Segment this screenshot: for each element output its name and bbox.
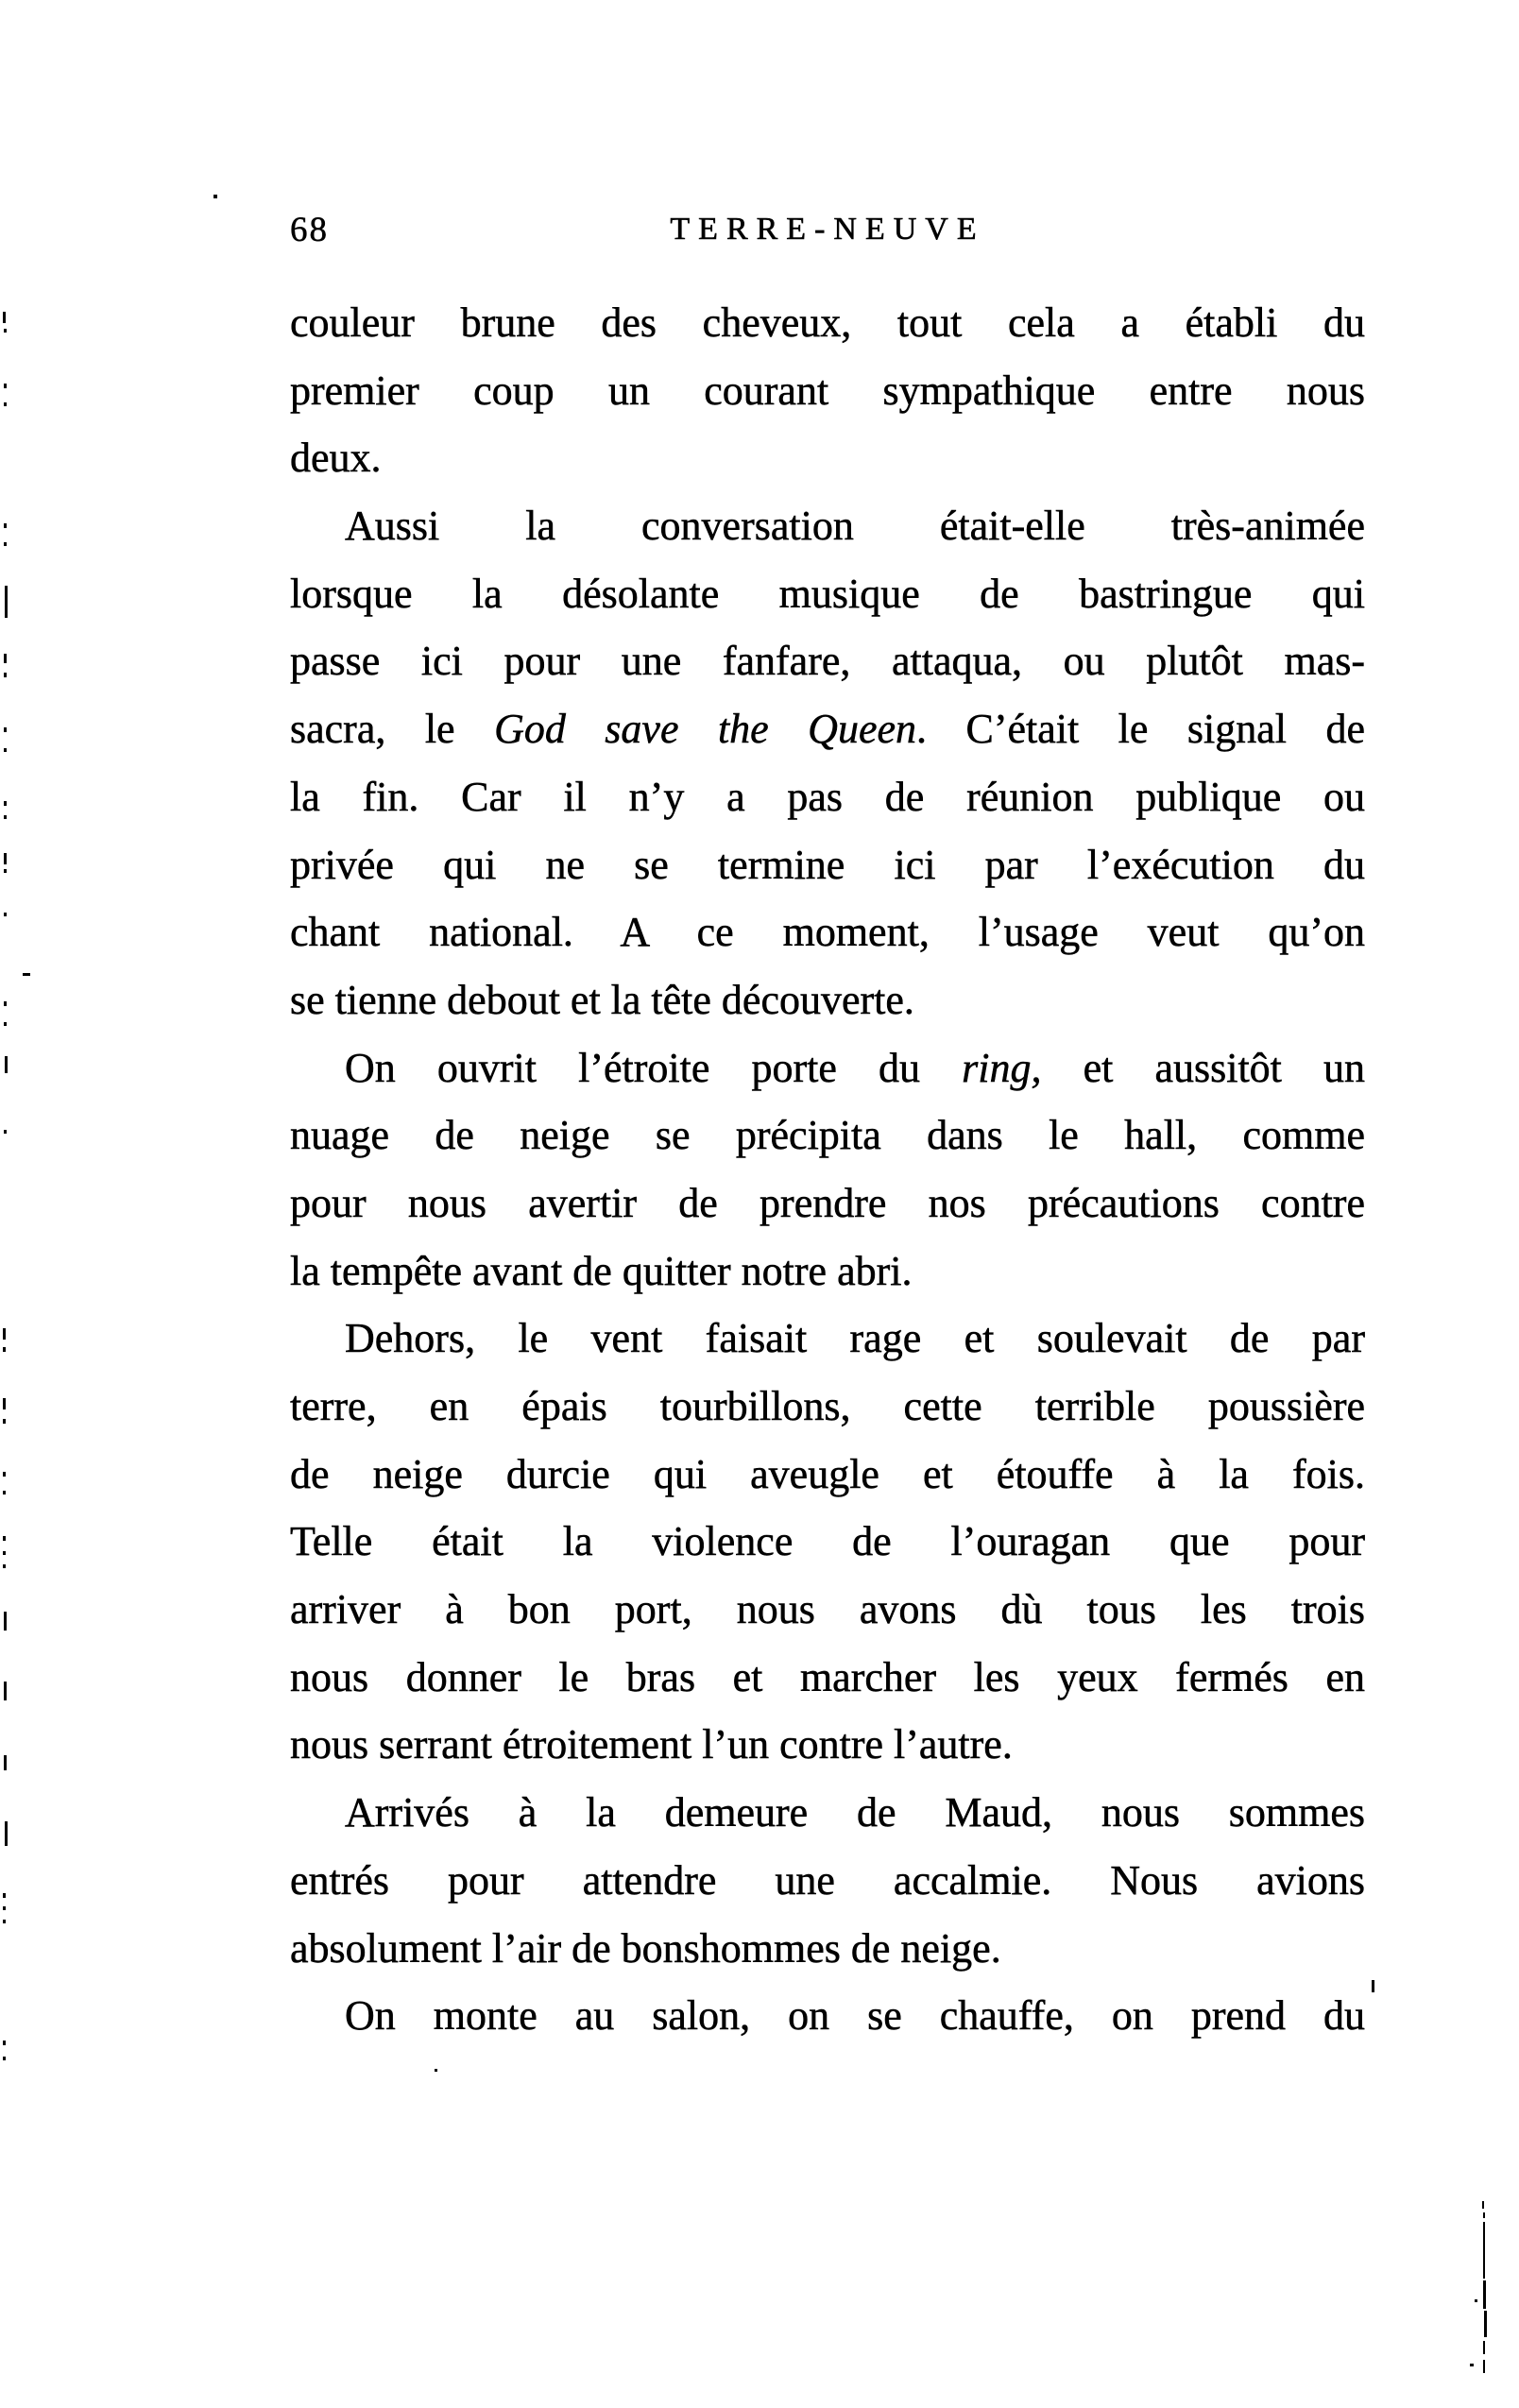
scan-artifact	[3, 1906, 6, 1910]
text-line	[290, 695, 1365, 763]
text-line	[290, 424, 1365, 492]
text-segment: nous donner le bras et marcher les yeux fermés en	[290, 1653, 1365, 1700]
text-segment: privée qui ne se termine ici par l’exécution du	[290, 841, 1365, 888]
scan-artifact	[1475, 2299, 1477, 2302]
text-segment: On ouvrit l’étroite porte du	[345, 1044, 963, 1091]
text-segment: Aussi la conversation était-elle très-animée	[345, 503, 1365, 550]
text-segment: lorsque la désolante musique de bastringue qui	[290, 570, 1365, 617]
scan-artifact	[3, 1551, 6, 1555]
text-segment: deux.	[290, 435, 382, 482]
text-line	[290, 289, 1365, 357]
text-line	[290, 1305, 1365, 1373]
text-line	[290, 898, 1365, 966]
text-segment: la tempête avant de quitter notre abri.	[290, 1247, 913, 1294]
scan-artifact	[4, 801, 7, 806]
text-segment: absolument l’air de bonshommes de neige.	[290, 1924, 1001, 1972]
scan-artifact	[1484, 2311, 1487, 2337]
page-text	[290, 289, 1365, 2050]
text-line	[290, 1576, 1365, 1644]
text-segment: de neige durcie qui aveugle et étouffe à la fois.	[290, 1450, 1365, 1497]
italic-phrase: ring,	[962, 1044, 1042, 1091]
text-segment: la fin. Car il n’y a pas de réunion publique ou	[290, 773, 1365, 820]
text-line	[290, 1034, 1365, 1102]
running-head: TERRE-NEUVE	[670, 212, 985, 247]
scan-artifact	[1483, 2212, 1485, 2218]
scan-artifact	[213, 195, 217, 198]
scan-artifact	[4, 748, 7, 752]
scan-artifact	[3, 1536, 6, 1541]
text-segment: Arrivés à la demeure de Maud, nous sommes	[345, 1789, 1365, 1836]
italic-phrase: God save the Queen	[494, 706, 917, 753]
text-line	[290, 1711, 1365, 1779]
text-line	[290, 560, 1365, 628]
text-segment: nous serrant étroitement l’un contre l’autre.	[290, 1721, 1013, 1768]
text-line	[290, 1779, 1365, 1847]
scan-artifact	[4, 853, 7, 864]
text-line	[290, 1238, 1365, 1306]
scan-artifact	[5, 586, 8, 618]
text-line	[290, 1982, 1365, 2050]
text-segment: Telle était la violence de l’ouragan que pour	[290, 1518, 1365, 1565]
text-line	[290, 763, 1365, 831]
text-line	[290, 966, 1365, 1034]
text-segment: Dehors, le vent faisait rage et soulevait de par	[345, 1315, 1365, 1362]
scan-artifact	[1372, 1980, 1374, 1992]
scan-artifact	[4, 1682, 7, 1700]
text-line	[290, 357, 1365, 425]
scan-artifact	[3, 1893, 6, 1898]
scan-artifact	[1483, 2360, 1485, 2373]
text-line	[290, 1373, 1365, 1441]
scan-artifact	[4, 329, 7, 333]
scan-artifact	[4, 1130, 7, 1134]
scan-artifact	[4, 1755, 7, 1770]
scan-artifact	[1483, 2280, 1486, 2309]
text-segment: nuage de neige se précipita dans le hall, comme	[290, 1112, 1365, 1159]
scan-artifact	[1482, 2201, 1484, 2209]
scan-artifact	[1483, 2341, 1485, 2354]
text-line	[290, 1915, 1365, 1983]
scan-artifact	[4, 384, 7, 388]
scan-artifact	[3, 1328, 6, 1340]
text-line	[290, 831, 1365, 899]
scan-artifact	[3, 1347, 6, 1352]
scan-artifact	[3, 1398, 6, 1409]
text-segment: et aussitôt un	[1041, 1044, 1366, 1091]
scan-artifact	[3, 2041, 6, 2045]
scan-artifact	[4, 673, 7, 677]
scan-artifact	[4, 523, 7, 528]
scan-artifact	[3, 1472, 6, 1477]
scan-artifact	[23, 973, 30, 976]
scan-artifact	[4, 815, 7, 819]
scan-artifact	[4, 654, 7, 663]
scan-artifact	[4, 913, 7, 916]
scan-artifact	[3, 2057, 6, 2060]
scan-artifact	[3, 1564, 6, 1568]
scan-artifact	[4, 1022, 7, 1026]
text-line	[290, 627, 1365, 695]
scan-artifact	[4, 727, 7, 732]
text-line	[290, 492, 1365, 560]
scan-artifact	[1470, 2364, 1474, 2366]
text-segment: se tienne debout et la tête découverte.	[290, 976, 914, 1023]
scan-artifact	[5, 1056, 8, 1073]
text-segment: arriver à bon port, nous avons dù tous les trois	[290, 1586, 1365, 1633]
page-number: 68	[290, 211, 329, 249]
scan-artifact	[1483, 2222, 1485, 2279]
text-line	[290, 1508, 1365, 1576]
text-line	[290, 1644, 1365, 1712]
text-segment: terre, en épais tourbillons, cette terrible poussière	[290, 1383, 1365, 1429]
text-segment: On monte au salon, on se chauffe, on prend du	[345, 1992, 1365, 2040]
scan-artifact	[3, 1920, 6, 1923]
scan-artifact	[3, 1491, 6, 1494]
text-segment: passe ici pour une fanfare, attaqua, ou plutôt mas-	[290, 638, 1365, 685]
text-segment: premier coup un courant sympathique entre nous	[290, 367, 1365, 414]
text-segment: entrés pour attendre une accalmie. Nous avions	[290, 1856, 1365, 1904]
scan-artifact	[4, 542, 7, 546]
text-segment: chant national. A ce moment, l’usage veut qu’on	[290, 909, 1365, 956]
scan-artifact	[3, 1419, 6, 1424]
scan-artifact	[4, 869, 7, 873]
text-segment: couleur brune des cheveux, tout cela a établi du	[290, 299, 1365, 346]
text-segment: . C’était le signal de	[916, 706, 1366, 753]
scan-artifact	[4, 1001, 7, 1006]
text-line	[290, 1170, 1365, 1238]
text-line	[290, 1102, 1365, 1170]
scan-artifact	[5, 1821, 8, 1846]
text-line	[290, 1847, 1365, 1915]
scan-artifact	[435, 2069, 437, 2072]
text-segment: sacra, le	[290, 706, 495, 753]
scan-artifact	[3, 312, 6, 323]
page-header	[290, 208, 1365, 249]
text-segment: pour nous avertir de prendre nos précautions contre	[290, 1179, 1365, 1226]
scan-artifact	[4, 1612, 7, 1631]
scan-artifact	[4, 402, 7, 406]
text-line	[290, 1441, 1365, 1509]
